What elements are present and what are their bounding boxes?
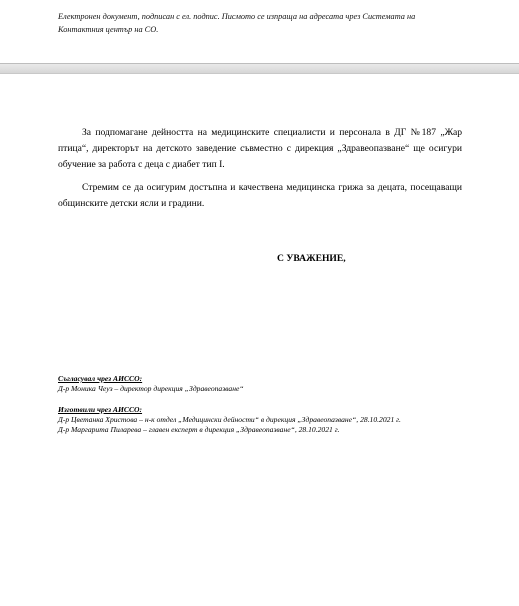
note-line-2: Контактния център на СО. [58, 25, 159, 34]
agreed-by-heading: Съгласувал чрез АИССО: [58, 374, 143, 383]
page-separator [0, 63, 519, 74]
agreed-by-person: Д-р Моника Чеуз – директор дирекция „Здравеопазване“ [58, 384, 244, 393]
note-line-1: Електронен документ, подписан с ел. подпис. Писмото се изпраща на адресата чрез Системата на [58, 12, 416, 21]
prepared-by-person-2: Д-р Маргарита Пиларева – главен експерт в дирекция „Здравеопазване“, 28.10.2021 г. [58, 425, 340, 434]
prepared-by-person-1: Д-р Цветанка Христова – н-к отдел „Медицински дейности“ в дирекция „Здравеопазване“, 28.10.2021 г. [58, 415, 401, 424]
letter-paragraph-1 [58, 125, 462, 173]
paragraph-1-text: За подпомагане дейността на медицинските специалисти и персонала в ДГ №187 „Жар птица“, директорът на детското заведение съвместно с дирекция „Здравеопазване“ ще осигури обучение за работа с деца с диабет тип I. [58, 127, 462, 170]
electronic-signature-note [58, 10, 498, 36]
closing-salutation: С УВАЖЕНИЕ, [277, 253, 346, 264]
paragraph-2-text: Стремим се да осигурим достъпна и качествена медицинска грижа за децата, посещаващи общинските детски ясли и градини. [58, 182, 462, 209]
prepared-by-block [58, 405, 401, 435]
prepared-by-heading: Изготвили чрез АИССО: [58, 405, 143, 414]
letter-paragraph-2 [58, 180, 462, 212]
agreed-by-block [58, 374, 244, 394]
